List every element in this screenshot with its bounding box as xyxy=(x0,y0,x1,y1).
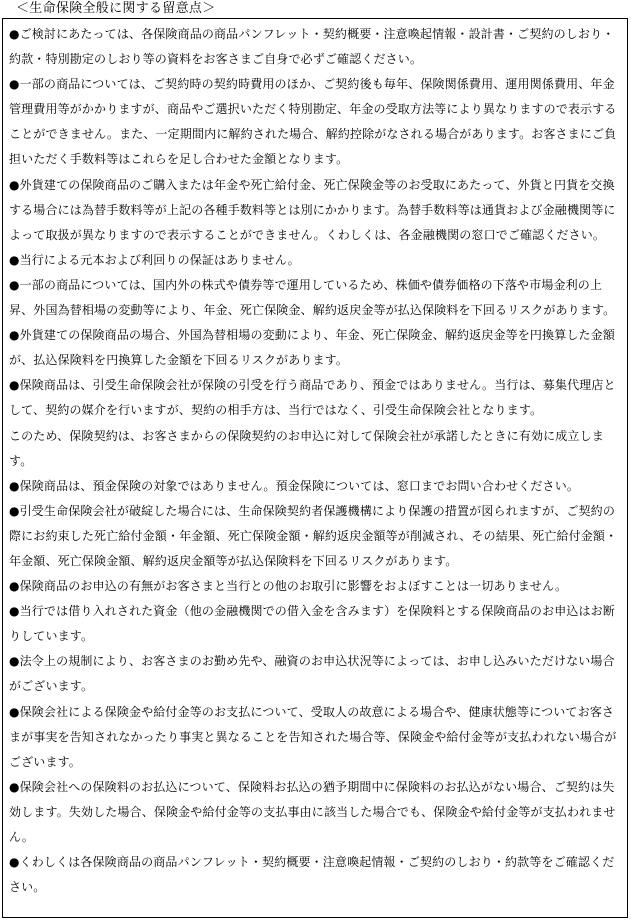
notice-item-5: ●一部の商品については、国内外の株式や債券等で運用しているため、株価や債券価格の下落や市場金利の上昇、外国為替相場の変動等により、年金、死亡保険金、解約返戻金等が払込保険料を下回るリスクがあります。 xyxy=(9,277,616,318)
notice-item-16: ●くわしくは各保険商品の商品パンフレット・契約概要・注意喚起情報・ご契約のしおり・約款等をご確認ください。 xyxy=(9,855,615,895)
notice-item-14: ●保険会社による保険金や給付金等のお支払について、受取人の故意による場合や、健康状態等についてお客さまが事実を告知されなかったり事実と異なることを告知された場合等、保険金や給付金等が支払われない場合がございます。 xyxy=(9,704,617,769)
notice-item-8: このため、保険契約は、お客さまからの保険契約のお申込に対して保険会社が承諾したときに有効に成立します。 xyxy=(9,428,604,468)
notice-item-10: ●引受生命保険会社が破綻した場合には、生命保険契約者保護機構により保護の措置が図られますが、ご契約の際にお約束した死亡給付金額・年金額、死亡保険金額・解約返戻金額等が削減され、その結果、死亡給付金額・年金額、死亡保険金額、解約返戻金額等が払込保険料を下回るリスクがあります。 xyxy=(9,503,618,568)
section-title: ＜生命保険全般に関する留意点＞ xyxy=(16,1,216,16)
notice-item-6: ●外貨建ての保険商品の場合、外国為替相場の変動により、年金、死亡保険金、解約返戻金等を円換算した金額が、払込保険料を円換算した金額を下回るリスクがあります。 xyxy=(9,328,615,368)
notice-item-9: ●保険商品は、預金保険の対象ではありません。預金保険については、窓口までお問い合わせください。 xyxy=(9,478,580,493)
notice-item-13: ●法令上の規制により、お客さまのお勤め先や、融資のお申込状況等によっては、お申し込みいただけない場合がございます。 xyxy=(9,654,615,694)
notice-item-12: ●当行では借り入れされた資金（他の金融機関での借入金を含みます）を保険料とする保険商品のお申込はお断りしています。 xyxy=(9,604,615,644)
notice-item-7: ●保険商品は、引受生命保険会社が保険の引受を行う商品であり、預金ではありません。当行は、募集代理店として、契約の媒介を行いますが、契約の相手方は、当行ではなく、引受生命保険会社となります。 xyxy=(9,378,616,418)
notice-box xyxy=(2,18,628,918)
notice-item-11: ●保険商品のお申込の有無がお客さまと当行との他のお取引に影響をおよぼすことは一切ありません。 xyxy=(9,579,568,594)
notice-item-3: ●外貨建ての保険商品のご購入または年金や死亡給付金、死亡保険金等のお受取にあたって、外貨と円貨を交換する場合には為替手数料等が上記の各種手数料等とは別にかかります。為替手数料等は通貨および金融機関等によって取扱が異なりますので表示することができません。くわしくは、各金融機関の窓口でご確認ください。 xyxy=(9,177,616,242)
notice-item-2: ●一部の商品については、ご契約時の契約時費用のほか、ご契約後も毎年、保険関係費用、運用関係費用、年金管理費用等がかかりますが、商品やご選択いただく特別勘定、年金の受取方法等により異なりますので表示することができません。また、一定期間内に解約された場合、解約控除がなされる場合があります。お客さまにご負担いただく手数料等はこれらを足し合わせた金額となります。 xyxy=(9,77,617,167)
notice-item-1: ●ご検討にあたっては、各保険商品の商品パンフレット・契約概要・注意喚起情報・設計書・ご契約のしおり・約款・特別勘定のしおり等の資料をお客さまご自身で必ずご確認ください。 xyxy=(9,27,615,67)
notice-item-15: ●保険会社への保険料のお払込について、保険料お払込の猶予期間中に保険料のお払込がない場合、ご契約は失効します。失効した場合、保険金や給付金等の支払事由に該当した場合でも、保険金や給付金等が支払われません。 xyxy=(9,779,616,844)
notice-item-4: ●当行による元本および利回りの保証はありません。 xyxy=(9,252,300,267)
